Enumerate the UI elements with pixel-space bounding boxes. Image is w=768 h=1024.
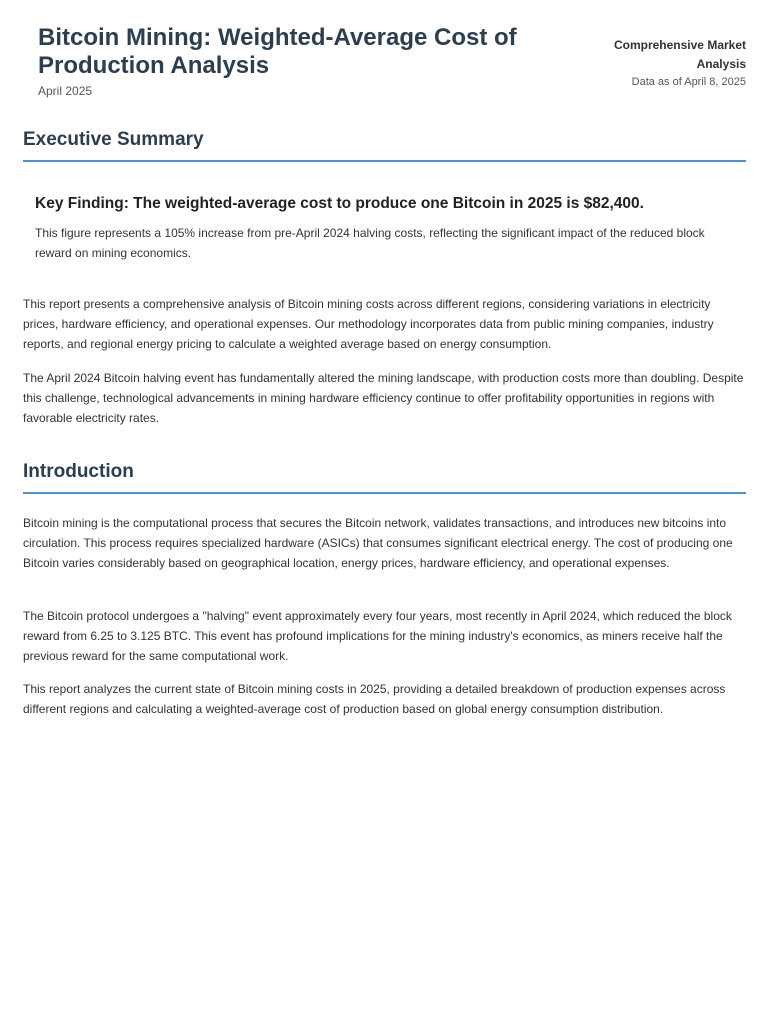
report-date: April 2025 [38,84,93,98]
report-title: Bitcoin Mining: Weighted-Average Cost of Production Analysis [38,24,517,79]
key-finding-box [23,184,746,273]
report-header [38,24,746,104]
intro-paragraph-2: The Bitcoin protocol undergoes a "halving" event approximately every four years, most recently in April 2024, which reduced the block reward from 6.25 to 3.125 BTC. This event has profound implications for the mining industry's economics, as miners receive half the previous reward for the same computational work. [23,609,732,663]
introduction-heading: Introduction [23,460,746,494]
key-finding-text: This figure represents a 105% increase from pre-April 2024 halving costs, reflecting the significant impact of the reduced block reward on mining economics. [35,226,705,260]
report-meta [586,36,746,90]
intro-paragraph-1: Bitcoin mining is the computational process that secures the Bitcoin network, validates transactions, and introduces new bitcoins into circulation. This process requires specialized hardware (ASICs) that consumes significant electrical energy. The cost of producing one Bitcoin varies considerably based on geographical location, energy prices, hardware efficiency, and operational expenses. [23,516,733,570]
key-finding-title: Key Finding: The weighted-average cost to produce one Bitcoin in 2025 is $82,400. [35,195,644,212]
intro-paragraph-3: This report analyzes the current state of Bitcoin mining costs in 2025, providing a detailed breakdown of production expenses across different regions and calculating a weighted-average cost of production based on global energy consumption distribution. [23,682,726,716]
summary-paragraph-1: This report presents a comprehensive analysis of Bitcoin mining costs across different regions, considering variations in electricity prices, hardware efficiency, and operational expenses. Our methodology incorporates data from public mining companies, industry reports, and regional energy pricing to calculate a weighted average based on energy consumption. [23,297,714,351]
data-as-of-label: Data as of April 8, 2025 [631,76,746,88]
summary-paragraph-2: The April 2024 Bitcoin halving event has fundamentally altered the mining landscape, with production costs more than doubling. Despite this challenge, technological advancements in mining hardware efficiency continue to offer profitability opportunities in regions with favorable electricity rates. [23,371,744,425]
report-type-label: Comprehensive Market Analysis [613,38,746,71]
executive-summary-heading: Executive Summary [23,128,746,162]
